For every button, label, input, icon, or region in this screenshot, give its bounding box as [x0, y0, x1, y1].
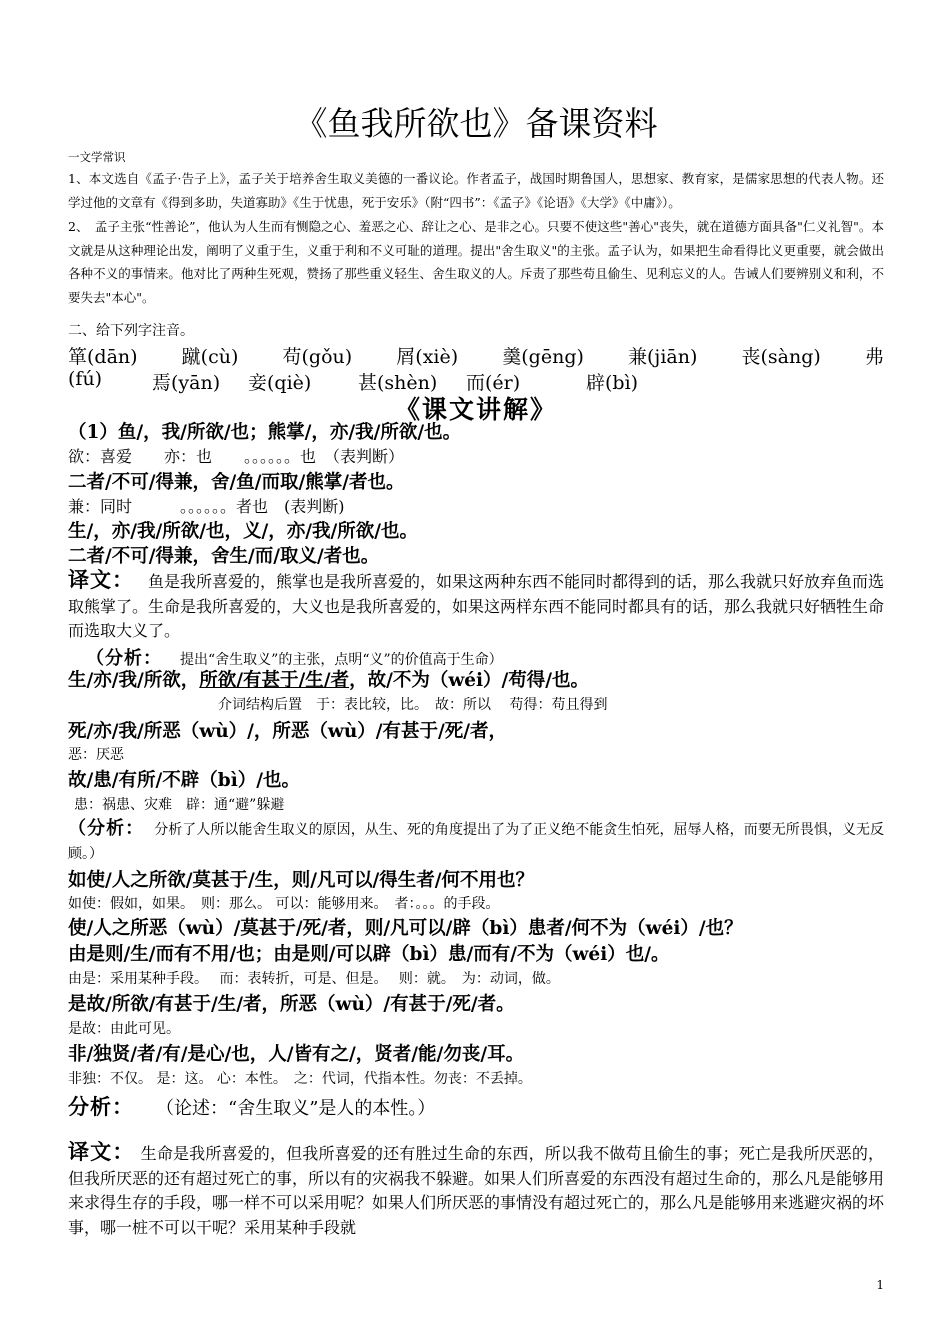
pinyin-item: 辟(bì) — [586, 372, 639, 394]
translation-2 — [68, 1140, 884, 1240]
text-line-3: 生/，亦/我/所欲/也，义/，亦/我/所欲/也。 — [68, 521, 419, 542]
note-line-6: 恶：厌恶 — [68, 747, 124, 763]
text-segment: 生/亦/我/所欲， — [68, 670, 200, 691]
pinyin-item: 兼(jiān) — [628, 346, 698, 368]
text-line-5 — [68, 666, 589, 692]
analysis-2 — [68, 817, 884, 866]
pinyin-item: 妾(qiè) — [248, 372, 312, 394]
analysis-label: 分析： — [68, 1094, 134, 1119]
section-heading-pinyin: 二、给下列字注音。 — [68, 323, 194, 339]
text-line-8: 如使/人之所欲/莫甚于/生，则/凡可以/得生者/何不用也？ — [68, 870, 535, 891]
note-line-11: 是故：由此可见。 — [68, 1021, 180, 1037]
analysis-text: （论述：“舍生取义”是人的本性。） — [156, 1098, 436, 1119]
pinyin-item: 箪(dān) — [68, 346, 138, 368]
pinyin-item: 屑(xiè) — [396, 346, 459, 368]
paragraph-2: 2、 孟子主张“性善论”，他认为人生而有恻隐之心、羞恶之心、辞让之心、是非之心。只要不使这些"善心"丧失，就在道德方面具备"仁义礼智"。本文就是从这种理论出发，阐明了义重于生，义重于利和不义可耻的道理。提出"舍生取义"的主张。孟子认为，如果把生命看得比义更重要，就会做出各种不义的事情来。他对比了两种生死观，赞扬了那些重义轻生、舍生取义的人。斥责了那些苟且偷生、见利忘义的人。告诫人们要辨别义和利，不要失去"本心"。 — [68, 219, 884, 305]
pinyin-item: (fú) — [68, 368, 103, 390]
analysis-text: 分析了人所以能舍生取义的原因，从生、死的角度提出了为了正义绝不能贪生怕死，屈辱人格，而要无所畏惧，义无反顾。） — [68, 822, 885, 862]
pinyin-item: 而(ér) — [466, 372, 521, 394]
text-line-7: 故/患/有所/不辟（bì）/也。 — [68, 770, 300, 791]
underlined-segment: 所欲/有甚于/生/者 — [199, 670, 350, 691]
page-number: 1 — [876, 1278, 884, 1292]
pinyin-item: 焉(yān) — [152, 372, 221, 394]
text-line-1: （1）鱼/，我/所欲/也；熊掌/，亦/我/所欲/也。 — [68, 422, 462, 443]
pinyin-item: 苟(gǒu) — [282, 346, 353, 368]
text-line-12: 非/独贤/者/有/是心/也，人/皆有之/，贤者/能/勿丧/耳。 — [68, 1044, 525, 1065]
note-line-8: 如使：假如，如果。 则：那么。 可以：能够用来。 者：。。。的手段。 — [68, 896, 500, 912]
pinyin-item: 羹(gēng) — [502, 346, 584, 368]
note-line-1: 欲：喜爱 亦：也 。。。。。。也 （表判断） — [68, 447, 405, 466]
text-line-4: 二者/不可/得兼，舍生/而/取义/者也。 — [68, 546, 380, 567]
note-line-5: 介词结构后置 于：表比较，比。 故：所以 苟得：苟且得到 — [218, 697, 608, 713]
pinyin-item: 弗 — [864, 346, 884, 368]
analysis-label: （分析： — [86, 648, 162, 669]
pinyin-item: 蹴(cù) — [181, 346, 239, 368]
lesson-heading: 《课文讲解》 — [394, 395, 557, 424]
page-title: 《鱼我所欲也》备课资料 — [294, 104, 658, 143]
section-heading-literary: 一文学常识 — [68, 150, 126, 164]
text-line-2: 二者/不可/得兼，舍/鱼/而取/熊掌/者也。 — [68, 472, 405, 493]
analysis-text: 提出“舍生取义”的主张，点明“义”的价值高于生命） — [180, 652, 503, 668]
pinyin-item: 甚(shèn) — [358, 372, 438, 394]
translation-text: 生命是我所喜爱的，但我所喜爱的还有胜过生命的东西，所以我不做苟且偷生的事；死亡是我所厌恶的，但我所厌恶的还有超过死亡的事，所以有的灾祸我不躲避。如果人们所喜爱的东西没有超过生命的，那么凡是能够用来求得生存的手段，哪一样不可以采用呢？如果人们所厌恶的事情没有超过死亡的，那么凡是能够用来逃避灾祸的坏事，哪一桩不可以干呢？采用某种手段就 — [68, 1144, 885, 1237]
paragraph-1: 1、本文选自《孟子·告子上》，孟子关于培养舍生取义美德的一番议论。作者孟子，战国时期鲁国人，思想家、教育家，是儒家思想的代表人物。还学过他的文章有《得到多助，失道寡助》《生于忧患，死于安乐》（附“四书”：《孟子》《论语》《大学》《中庸》）。 — [68, 171, 884, 210]
translation-label: 译文： — [68, 1139, 135, 1164]
note-line-12: 非独：不仅。 是：这。 心：本性。 之：代词，代指本性。勿丧：不丢掉。 — [68, 1071, 532, 1087]
text-segment: ，故/不为（wéi）/苟得/也。 — [349, 670, 590, 691]
text-line-11: 是故/所欲/有甚于/生/者，所恶（wù）/有甚于/死/者。 — [68, 994, 515, 1015]
translation-label: 译文： — [68, 567, 134, 592]
note-line-7: 患：祸患、灾难 辟：通“避”躲避 — [74, 797, 285, 813]
text-line-10: 由是则/生/而有不用/也；由是则/可以辟（bì）患/而有/不为（wéi）也/。 — [68, 944, 670, 965]
text-line-6: 死/亦/我/所恶（wù）/，所恶（wù）/有甚于/死/者， — [68, 721, 508, 742]
pinyin-item: 丧(sàng) — [741, 346, 821, 368]
pinyin-row-1 — [68, 342, 884, 369]
note-line-2: 兼：同时 。。。。。。者也 (表判断) — [68, 497, 345, 516]
translation-1 — [68, 568, 884, 644]
translation-text: 鱼是我所喜爱的，熊掌也是我所喜爱的，如果这两种东西不能同时都得到的话，那么我就只好放弃鱼而选取熊掌了。生命是我所喜爱的，大义也是我所喜爱的，如果这两样东西不能同时都具有的话，那么我就只好牺牲生命而选取大义了。 — [68, 572, 885, 640]
note-line-10: 由是：采用某种手段。 而：表转折，可是、但是。 则：就。 为：动词，做。 — [68, 971, 560, 987]
analysis-label: （分析： — [68, 818, 145, 839]
text-line-9: 使/人之所恶（wù）/莫甚于/死/者，则/凡可以/辟（bì）患者/何不为（wéi）/也？ — [68, 918, 743, 939]
analysis-3 — [68, 1091, 435, 1121]
